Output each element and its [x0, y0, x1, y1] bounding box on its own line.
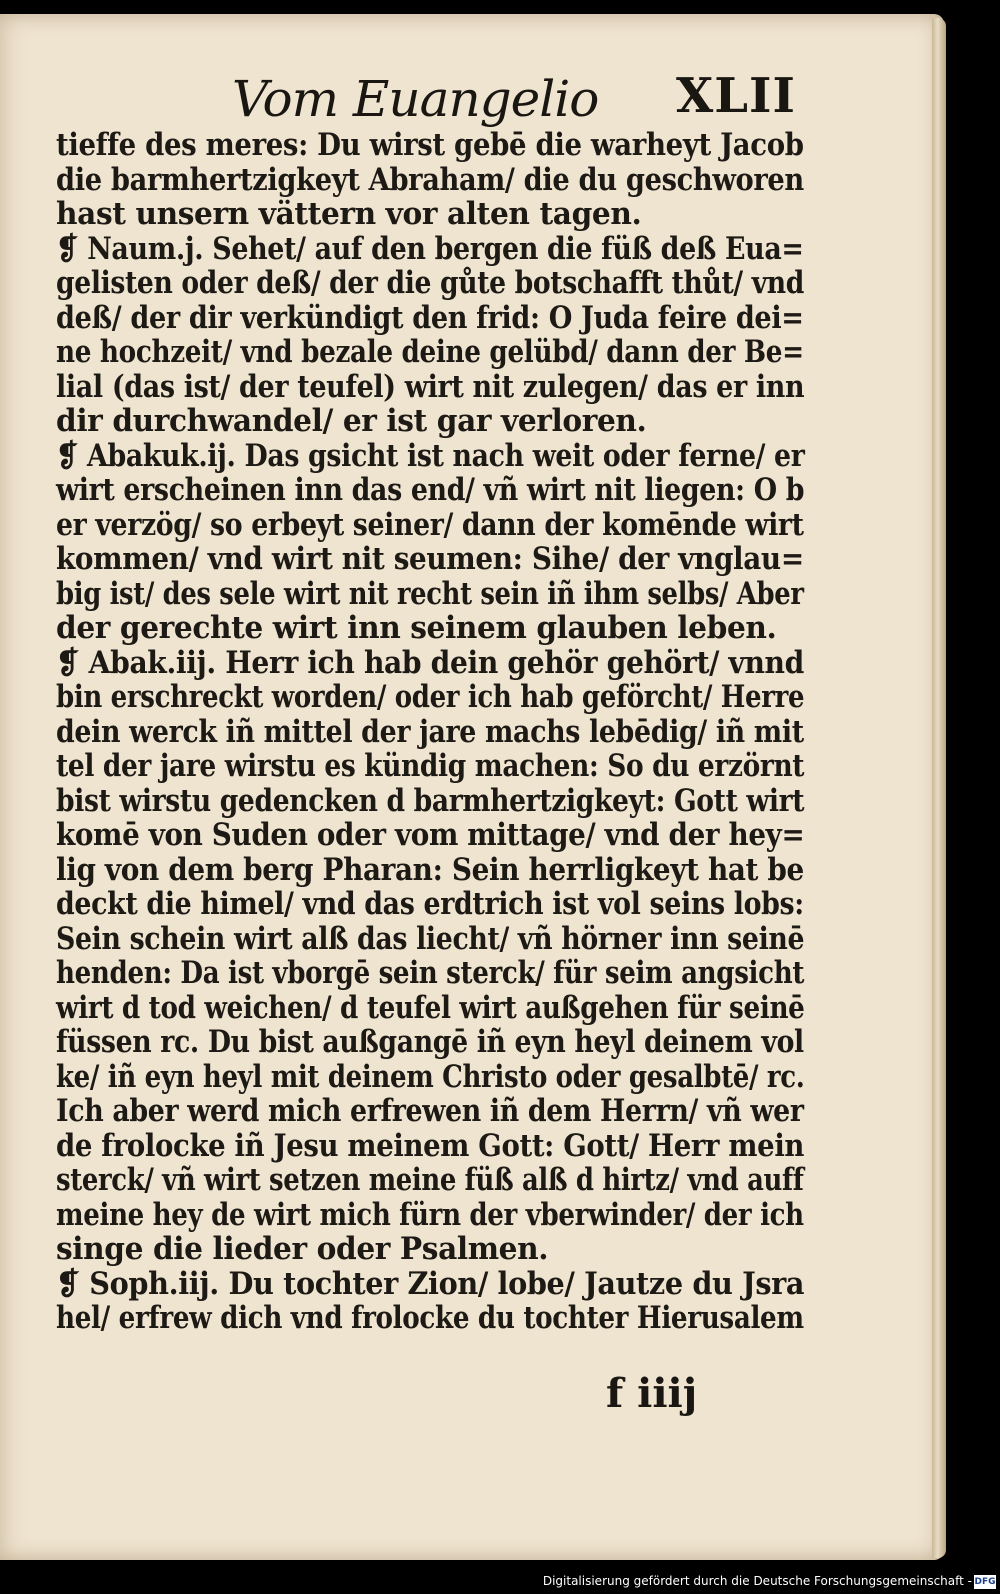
text-line: wirt d tod weichen/ d teufel wirt außgehen für seinē [56, 989, 805, 1026]
text-line: hast unsern vättern vor alten tagen. [56, 196, 642, 232]
text-line: ❡ Abak.iij. Herr ich hab dein gehör gehört/ vnnd [56, 644, 804, 681]
signature-mark: f iiij [606, 1370, 698, 1417]
text-line: lig von dem berg Pharan: Sein herrligkeyt hat be [56, 851, 804, 888]
text-line: gelisten oder deß/ der die gůte botschafft thůt/ vnd [56, 265, 805, 301]
text-line: tieffe des meres: Du wirst gebē die warheyt Jacob [56, 127, 804, 163]
text-line: Sein schein wirt alß das liecht/ vñ hörner inn seinē [56, 920, 805, 957]
text-line: bin erschreckt worden/ oder ich hab geförcht/ Herre [56, 679, 805, 715]
footer-bar [0, 1573, 1000, 1594]
text-line: ke/ iñ eyn heyl mit deinem Christo oder gesalbtē/ rc. [56, 1058, 805, 1095]
text-line: meine hey de wirt mich fürn der vberwinder/ der ich [56, 1196, 804, 1233]
text-line: deß/ der dir verkündigt den frid: O Juda feire dei= [56, 299, 804, 336]
text-line: füssen rc. Du bist außgangē iñ eyn heyl deinem vol [56, 1024, 804, 1060]
text-line: dir durchwandel/ er ist gar verloren. [56, 403, 647, 439]
text-line: komē von Suden oder vom mittage/ vnd der hey= [56, 817, 805, 853]
text-line: ❡ Soph.iij. Du tochter Zion/ lobe/ Jautze du Jsra [56, 1265, 805, 1302]
page-edge [932, 18, 946, 1558]
digitization-credit: Digitalisierung gefördert durch die Deutsche Forschungsgemeinschaft - [542, 1574, 972, 1588]
text-line: singe die lieder oder Psalmen. [56, 1231, 549, 1267]
text-line: wirt erscheinen inn das end/ vñ wirt nit liegen: O b [56, 472, 805, 508]
text-line: de frolocke iñ Jesu meinem Gott: Gott/ Herr mein [56, 1127, 805, 1164]
dfg-logo: DFG [974, 1577, 996, 1587]
text-line: ne hochzeit/ vnd bezale deine gelübd/ dann der Be= [56, 334, 804, 370]
text-line: kommen/ vnd wirt nit seumen: Sihe/ der vnglau= [56, 541, 804, 577]
text-line: big ist/ des sele wirt nit recht sein iñ ihm selbs/ Aber [56, 575, 804, 612]
text-line: ❡ Abakuk.ij. Das gsicht ist nach weit oder ferne/ er [56, 437, 805, 474]
text-line: lial (das ist/ der teufel) wirt nit zulegen/ das er inn [56, 368, 805, 405]
text-block [56, 128, 826, 1336]
text-line: der gerechte wirt inn seinem glauben leben. [56, 610, 777, 646]
text-line: Ich aber werd mich erfrewen iñ dem Herrn/ vñ wer [56, 1093, 804, 1129]
text-line: bist wirstu gedencken d barmhertzigkeyt: Gott wirt [56, 782, 805, 819]
text-line: deckt die himel/ vnd das erdtrich ist vol seins lobs: [56, 886, 804, 922]
text-line: ❡ Naum.j. Sehet/ auf den bergen die füß deß Eua= [56, 230, 804, 267]
text-line: die barmhertzigkeyt Abraham/ die du geschworen [56, 161, 804, 198]
text-line: hel/ erfrew dich vnd frolocke du tochter Hierusalem [56, 1300, 804, 1336]
text-line: dein werck iñ mittel der jare machs lebēdig/ iñ mit [56, 713, 804, 750]
text-line: er verzög/ so erbeyt seiner/ dann der komēnde wirt [56, 506, 804, 543]
text-line: henden: Da ist vborgē sein sterck/ für seim angsicht [56, 955, 805, 991]
folio-number: XLII [676, 68, 796, 124]
running-head: Vom Euangelio [232, 70, 599, 128]
text-line: sterck/ vñ wirt setzen meine füß alß d hirtz/ vnd auff [56, 1162, 804, 1198]
text-line: tel der jare wirstu es kündig machen: So du erzörnt [56, 748, 805, 784]
